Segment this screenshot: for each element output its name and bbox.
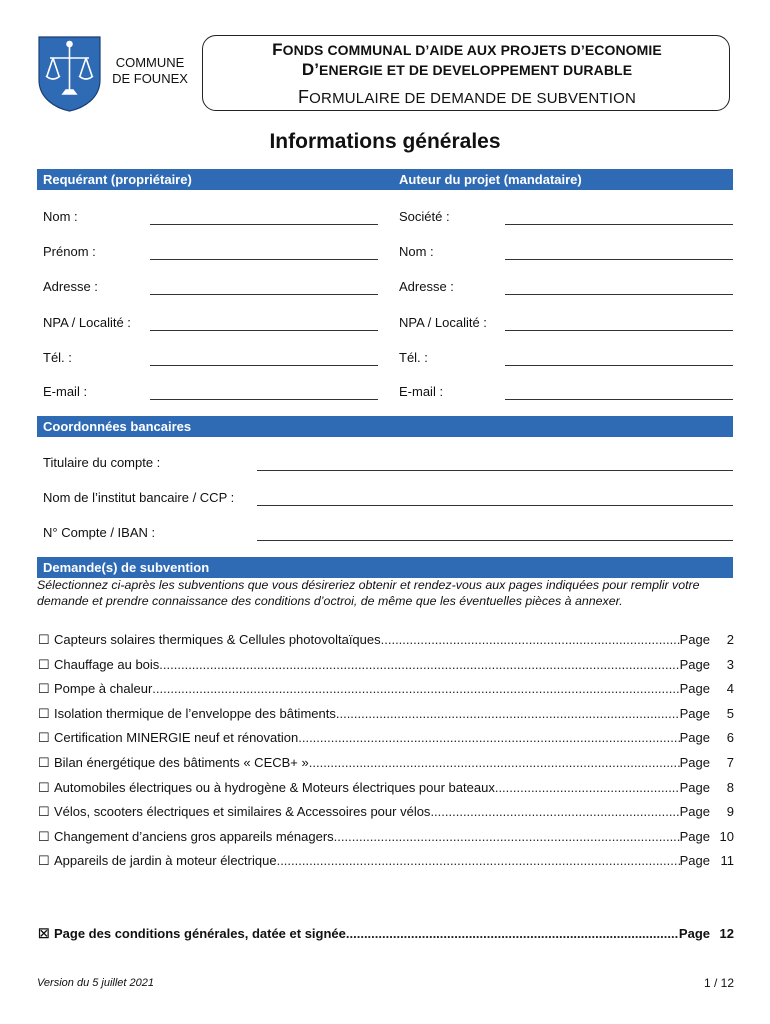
page-ref: 3 [726, 656, 734, 672]
requerant-heading: Requérant (propriétaire) [37, 169, 381, 190]
checkbox[interactable]: ☐ [38, 779, 50, 795]
subsidy-item [38, 803, 734, 821]
checkbox[interactable]: ☐ [38, 730, 50, 746]
requerant-field-input-line[interactable] [150, 224, 378, 225]
title-box [202, 35, 730, 111]
page-label: Page [679, 632, 710, 647]
subsidy-item [38, 680, 734, 698]
requerant-field-label: Prénom : [43, 244, 96, 259]
founex-coat-of-arms [38, 36, 101, 112]
leader-dots [152, 680, 679, 698]
auteur-field-label: Société : [399, 209, 450, 224]
auteur-field-label: NPA / Localité : [399, 315, 487, 330]
subsidy-label: Changement d’anciens gros appareils ménagers [54, 828, 334, 844]
leader-dots [430, 803, 679, 821]
auteur-field-label: E-mail : [399, 384, 444, 399]
form-subtitle [203, 87, 731, 108]
page-label: Page [679, 681, 710, 697]
subsidy-label: Isolation thermique de l’enveloppe des bâtiments. [54, 705, 340, 721]
leader-dots [277, 852, 680, 870]
subsidy-item [38, 705, 734, 723]
page-label: Page [679, 853, 710, 869]
page-ref: 8 [726, 779, 734, 795]
leader-dots [339, 705, 679, 723]
form-subtitle-rest: ORMULAIRE DE DEMANDE DE SUBVENTION [309, 90, 637, 107]
checkbox[interactable]: ☐ [38, 828, 50, 844]
subsidy-label: Pompe à chaleur [54, 681, 153, 697]
page-ref: 6 [726, 730, 734, 746]
requerant-field-input-line[interactable] [150, 365, 378, 366]
leader-dots [309, 754, 680, 772]
subsidy-label: Vélos, scooters électriques et similaires & Accessoires pour vélos [54, 804, 431, 820]
page-ref: 4 [726, 681, 734, 697]
conditions-item [38, 925, 734, 943]
subsidy-label: Bilan énergétique des bâtiments « CECB+ » [54, 755, 309, 770]
page-label: Page [679, 804, 710, 820]
page-label: Page [679, 755, 710, 770]
subsidy-label: Certification MINERGIE neuf et rénovation [54, 730, 299, 746]
bank-field-label: Titulaire du compte : [43, 455, 161, 470]
page-label: Page [679, 828, 710, 844]
section-title: Informations générales [269, 130, 501, 153]
page-label: Page [679, 730, 710, 746]
commune-line-1: COMMUNE [115, 55, 185, 70]
requerant-field-input-line[interactable] [150, 259, 378, 260]
demande-heading: Demande(s) de subvention [37, 557, 733, 578]
requerant-field-input-line[interactable] [150, 399, 378, 400]
page-label: Page [679, 705, 710, 721]
subsidy-label: Automobiles électriques ou à hydrogène & Moteurs électriques pour bateaux [54, 779, 495, 795]
requerant-field-input-line[interactable] [150, 294, 378, 295]
requerant-field-label: Adresse : [43, 279, 98, 294]
subsidy-label: Capteurs solaires thermiques & Cellules photovoltaïques [54, 632, 381, 647]
auteur-field-label: Nom : [399, 244, 434, 259]
commune-name [108, 55, 192, 87]
auteur-field-label: Tél. : [399, 350, 428, 365]
leader-dots [298, 729, 679, 747]
form-subtitle-initial: F [297, 87, 310, 107]
checkbox[interactable]: ☐ [38, 804, 50, 820]
requerant-field-label: Tél. : [43, 350, 72, 365]
requerant-field-input-line[interactable] [150, 330, 378, 331]
checkbox[interactable]: ☐ [38, 853, 50, 869]
subsidy-item [38, 729, 734, 747]
subsidy-item [38, 852, 734, 870]
auteur-field-input-line[interactable] [505, 365, 733, 366]
auteur-field-input-line[interactable] [505, 259, 733, 260]
fund-title-line1-rest: ONDS COMMUNAL D’AIDE AUX PROJETS D’ECONOMIE [282, 42, 662, 58]
subsidy-item [38, 779, 734, 797]
checkbox[interactable]: ☐ [38, 656, 50, 672]
leader-dots [495, 779, 680, 797]
leader-dots [346, 925, 679, 943]
fund-title-line2-rest: ENERGIE ET DE DEVELOPPEMENT DURABLE [319, 62, 633, 78]
subsidy-label: Page des conditions générales, datée et signée [54, 926, 346, 941]
page-label: Page [679, 779, 710, 795]
subsidy-item [38, 828, 734, 846]
page-label: Page [678, 926, 710, 941]
demande-intro: Sélectionnez ci-après les subventions que vous désireriez obtenir et rendez-vous aux pages indiquées pour remplir votre demande et prendre connaissance des conditions d’octroi, de même que les éventuelles pièces à annexer. [37, 578, 700, 608]
page-ref: 12 [719, 926, 734, 941]
bank-field-label: Nom de l’institut bancaire / CCP : [43, 490, 235, 505]
checkbox[interactable]: ☐ [38, 632, 50, 647]
page-ref: 10 [719, 828, 734, 844]
heading-bar-gap [381, 169, 393, 190]
auteur-field-input-line[interactable] [505, 399, 733, 400]
checkbox[interactable]: ☐ [38, 681, 50, 697]
bank-field-input-line[interactable] [257, 505, 733, 506]
leader-dots [334, 828, 680, 846]
subsidy-item [38, 656, 734, 674]
commune-line-2: DE FOUNEX [112, 71, 188, 86]
page-ref: 7 [726, 755, 734, 770]
page-ref: 2 [726, 632, 734, 647]
auteur-field-input-line[interactable] [505, 224, 733, 225]
page-ref: 11 [720, 853, 734, 869]
checkbox[interactable]: ☐ [38, 705, 50, 721]
auteur-field-input-line[interactable] [505, 330, 733, 331]
requerant-field-label: NPA / Localité : [43, 315, 131, 330]
auteur-heading: Auteur du projet (mandataire) [393, 169, 733, 190]
fund-title-line2-initial: D’ [301, 60, 320, 79]
bank-field-input-line[interactable] [257, 540, 733, 541]
page-number: 1 / 12 [703, 976, 734, 990]
page-ref: 9 [726, 804, 734, 820]
page-label: Page [679, 656, 710, 672]
subsidy-label: Chauffage au bois [54, 656, 160, 672]
checkbox[interactable]: ☐ [38, 755, 50, 770]
requerant-field-label: Nom : [43, 209, 78, 224]
subsidy-item [38, 631, 734, 649]
leader-dots [381, 631, 680, 649]
requerant-field-label: E-mail : [43, 384, 88, 399]
version-text: Version du 5 juillet 2021 [37, 977, 155, 989]
fund-title [203, 40, 731, 80]
checked-checkbox[interactable]: ☒ [38, 926, 50, 941]
page-ref: 5 [726, 705, 734, 721]
bank-heading: Coordonnées bancaires [37, 416, 733, 437]
auteur-field-label: Adresse : [399, 279, 454, 294]
subsidy-label: Appareils de jardin à moteur électrique [54, 853, 277, 869]
bank-field-input-line[interactable] [257, 470, 733, 471]
auteur-field-input-line[interactable] [505, 294, 733, 295]
subsidy-item [38, 754, 734, 772]
bank-field-label: N° Compte / IBAN : [43, 525, 156, 540]
fund-title-line1-initial: F [272, 40, 283, 59]
leader-dots [159, 656, 679, 674]
